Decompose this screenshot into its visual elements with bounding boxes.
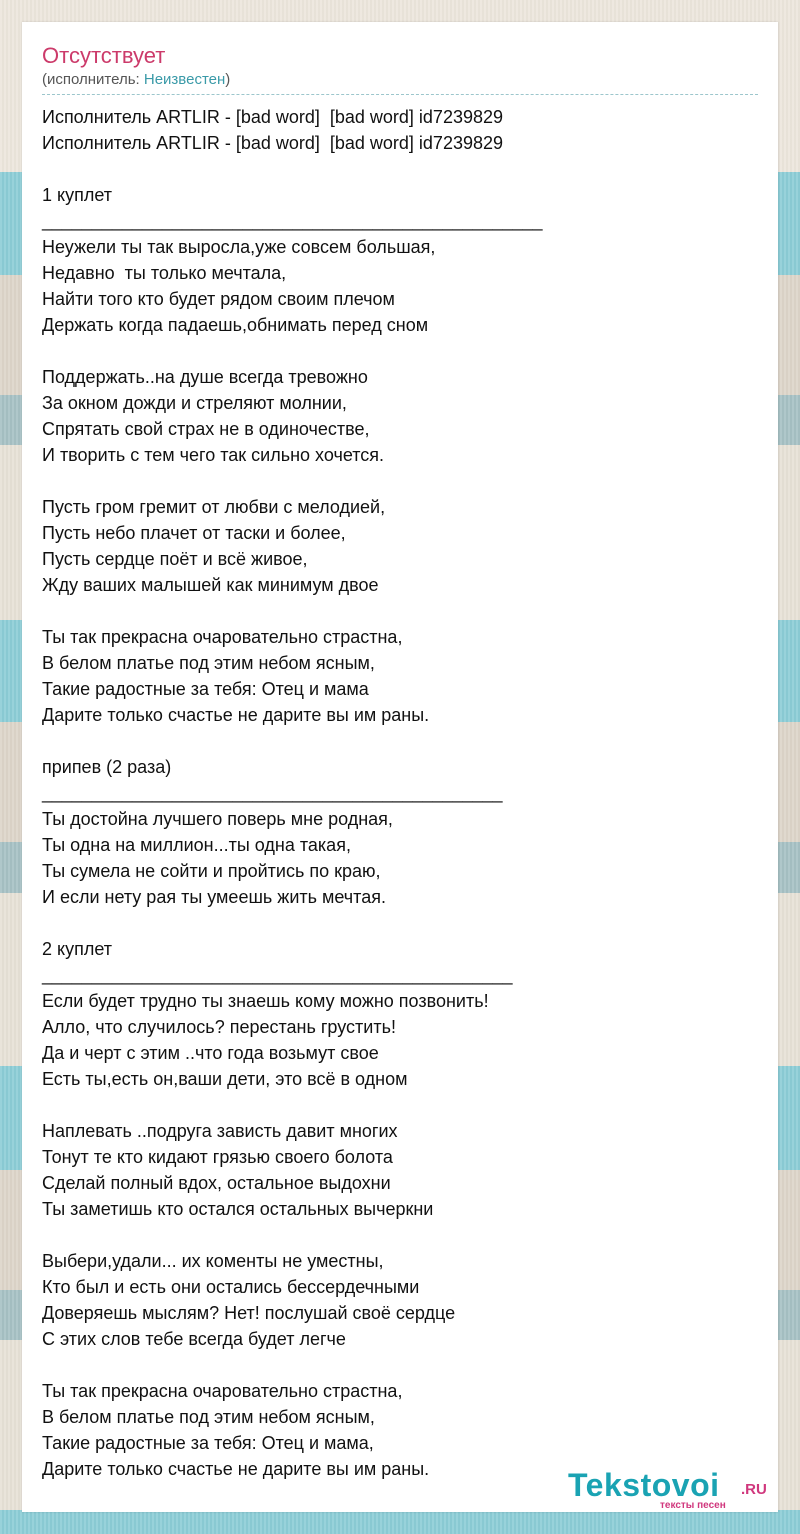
lyric-line: Дарите только счастье не дарите вы им раны. xyxy=(42,705,430,725)
artist-line xyxy=(42,70,758,90)
lyric-line xyxy=(42,1092,758,1118)
lyric-line: Недавно ты только мечтала, xyxy=(42,263,287,283)
lyric-line: Доверяешь мыслям? Нет! послушай своё сердце xyxy=(42,1303,456,1323)
lyric-line xyxy=(42,910,758,936)
lyric-line: Поддержать..на душе всегда тревожно xyxy=(42,367,368,387)
lyric-line xyxy=(42,156,758,182)
lyric-line xyxy=(42,338,758,364)
lyric-line xyxy=(42,728,758,754)
lyric-line: Ты одна на миллион...ты одна такая, xyxy=(42,835,351,855)
lyric-line: Тонут те кто кидают грязью своего болота xyxy=(42,1147,393,1167)
lyric-line xyxy=(42,1222,758,1248)
lyric-line: Ты сумела не сойти и пройтись по краю, xyxy=(42,861,381,881)
logo-tagline: тексты песен xyxy=(660,1500,726,1511)
lyric-line: В белом платье под этим небом ясным, xyxy=(42,653,375,673)
lyric-line: _______________________________________________ xyxy=(42,965,513,985)
lyric-line: Держать когда падаешь,обнимать перед сном xyxy=(42,315,429,335)
artist-suffix: ) xyxy=(225,71,231,88)
lyric-line: Такие радостные за тебя: Отец и мама xyxy=(42,679,369,699)
song-header xyxy=(42,42,758,90)
lyric-line: Спрятать свой страх не в одиночестве, xyxy=(42,419,370,439)
logo-domain: .RU xyxy=(741,1481,767,1498)
lyric-line: Выбери,удали... их коменты не уместны, xyxy=(42,1251,384,1271)
lyric-line: ______________________________________________ xyxy=(42,783,503,803)
lyric-line: Найти того кто будет рядом своим плечом xyxy=(42,289,395,309)
logo-name: Tekstovoi xyxy=(568,1467,720,1503)
lyric-line: В белом платье под этим небом ясным, xyxy=(42,1407,375,1427)
lyric-line: 1 куплет xyxy=(42,185,112,205)
lyric-line: Такие радостные за тебя: Отец и мама, xyxy=(42,1433,374,1453)
lyric-line: Ты заметишь кто остался остальных вычеркни xyxy=(42,1199,434,1219)
lyric-line: Сделай полный вдох, остальное выдохни xyxy=(42,1173,391,1193)
artist-link[interactable]: Неизвестен xyxy=(143,71,226,88)
lyric-line: Жду ваших малышей как минимум двое xyxy=(42,575,379,595)
header-divider xyxy=(42,94,758,95)
lyric-line xyxy=(42,1352,758,1378)
lyric-line: С этих слов тебе всегда будет легче xyxy=(42,1329,346,1349)
lyric-line: Алло, что случилось? перестань грустить! xyxy=(42,1017,396,1037)
site-logo[interactable] xyxy=(568,1468,778,1512)
lyric-line: И творить с тем чего так сильно хочется. xyxy=(42,445,385,465)
lyric-line: 2 куплет xyxy=(42,939,112,959)
lyric-line: Дарите только счастье не дарите вы им раны. xyxy=(42,1459,430,1479)
song-title: Отсутствует xyxy=(42,43,166,68)
lyric-line: Есть ты,есть он,ваши дети, это всё в одном xyxy=(42,1069,408,1089)
lyric-line: Да и черт с этим ..что года возьмут свое xyxy=(42,1043,379,1063)
lyrics-text xyxy=(42,104,758,1482)
lyric-line: Наплевать ..подруга зависть давит многих xyxy=(42,1121,398,1141)
lyric-line: Ты так прекрасна очаровательно страстна, xyxy=(42,627,403,647)
lyric-line: Пусть сердце поёт и всё живое, xyxy=(42,549,308,569)
lyric-line xyxy=(42,598,758,624)
lyric-line: Исполнитель ARTLIR - [bad word] [bad word] id7239829 xyxy=(42,107,504,127)
lyrics-card xyxy=(22,22,778,1512)
lyric-line: Ты достойна лучшего поверь мне родная, xyxy=(42,809,393,829)
lyric-line: Неужели ты так выросла,уже совсем большая, xyxy=(42,237,436,257)
lyric-line: И если нету рая ты умеешь жить мечтая. xyxy=(42,887,386,907)
lyric-line: припев (2 раза) xyxy=(42,757,172,777)
lyric-line: За окном дожди и стреляют молнии, xyxy=(42,393,347,413)
lyric-line xyxy=(42,468,758,494)
lyric-line: Если будет трудно ты знаешь кому можно позвонить! xyxy=(42,991,489,1011)
lyric-line: Исполнитель ARTLIR - [bad word] [bad word] id7239829 xyxy=(42,133,504,153)
lyric-line: __________________________________________________ xyxy=(42,211,543,231)
artist-prefix: (исполнитель: xyxy=(42,71,144,88)
lyric-line: Кто был и есть они остались бессердечными xyxy=(42,1277,420,1297)
lyric-line: Пусть гром гремит от любви с мелодией, xyxy=(42,497,386,517)
lyric-line: Ты так прекрасна очаровательно страстна, xyxy=(42,1381,403,1401)
lyric-line: Пусть небо плачет от таски и более, xyxy=(42,523,346,543)
